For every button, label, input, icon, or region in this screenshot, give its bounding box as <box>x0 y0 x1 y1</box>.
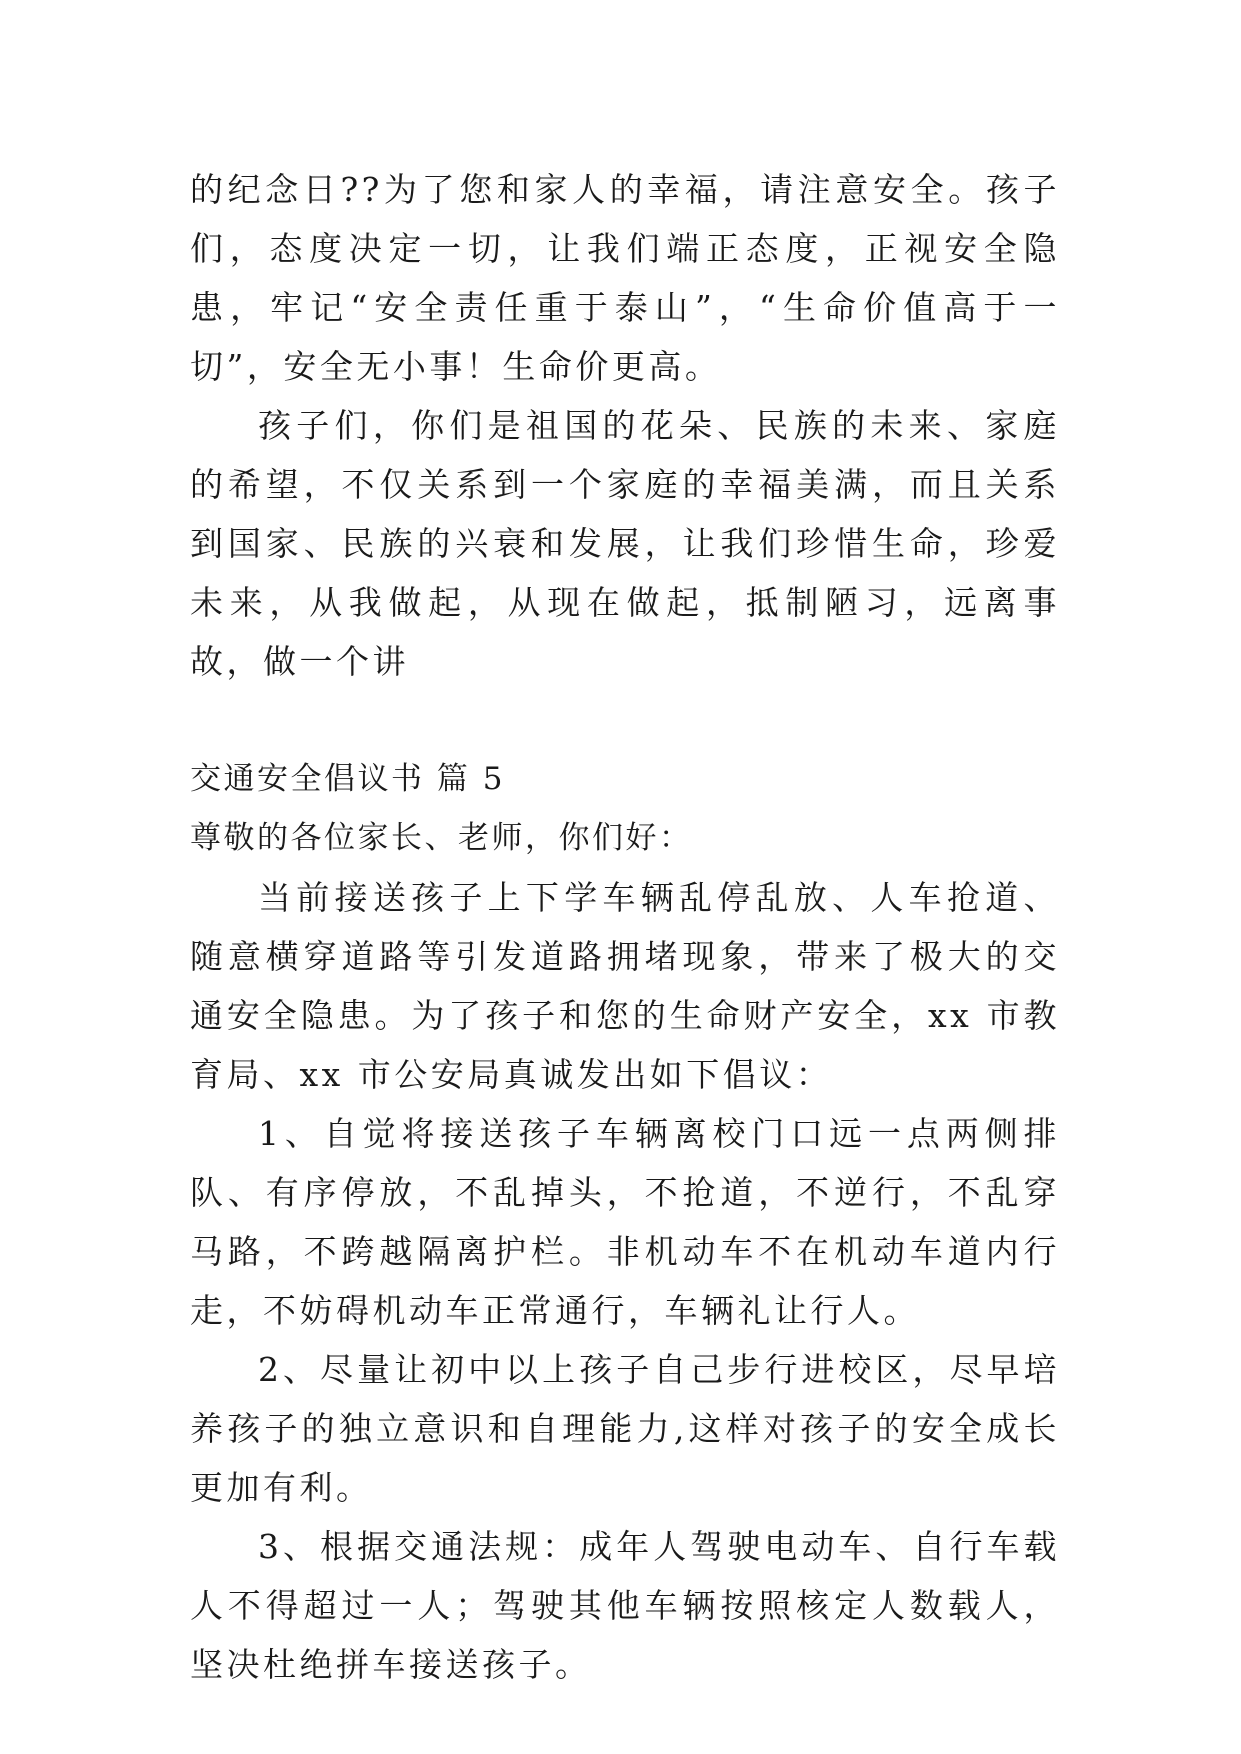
continuation-paragraph-2: 孩子们，你们是祖国的花朵、民族的未来、家庭的希望，不仅关系到一个家庭的幸福美满，而且关系到国家、民族的兴衰和发展，让我们珍惜生命，珍爱未来，从我做起，从现在做起，抵制陋习，远离事故，做一个讲 <box>190 406 1060 681</box>
document-page <box>190 160 1060 1694</box>
body-paragraph-item-2: 2、尽量让初中以上孩子自己步行进校区，尽早培养孩子的独立意识和自理能力,这样对孩子的安全成长更加有利。 <box>190 1350 1060 1507</box>
section-title: 交通安全倡议书 篇 5 <box>190 761 505 797</box>
body-paragraph-item-3: 3、根据交通法规：成年人驾驶电动车、自行车载人不得超过一人；驾驶其他车辆按照核定人数载人，坚决杜绝拼车接送孩子。 <box>190 1527 1060 1684</box>
body-paragraph-item-1: 1、自觉将接送孩子车辆离校门口远一点两侧排队、有序停放，不乱掉头，不抢道，不逆行，不乱穿马路，不跨越隔离护栏。非机动车不在机动车道内行走，不妨碍机动车正常通行，车辆礼让行人。 <box>190 1114 1060 1330</box>
continuation-paragraph-1: 的纪念日??为了您和家人的幸福，请注意安全。孩子们，态度决定一切，让我们端正态度，正视安全隐患，牢记“安全责任重于泰山”，“生命价值高于一切”，安全无小事！生命价更高。 <box>190 170 1060 386</box>
greeting-line: 尊敬的各位家长、老师，你们好： <box>190 820 693 856</box>
body-paragraph-intro: 当前接送孩子上下学车辆乱停乱放、人车抢道、随意横穿道路等引发道路拥堵现象，带来了极大的交通安全隐患。为了孩子和您的生命财产安全，xx 市教育局、xx 市公安局真诚发出如下倡议： <box>190 878 1060 1094</box>
